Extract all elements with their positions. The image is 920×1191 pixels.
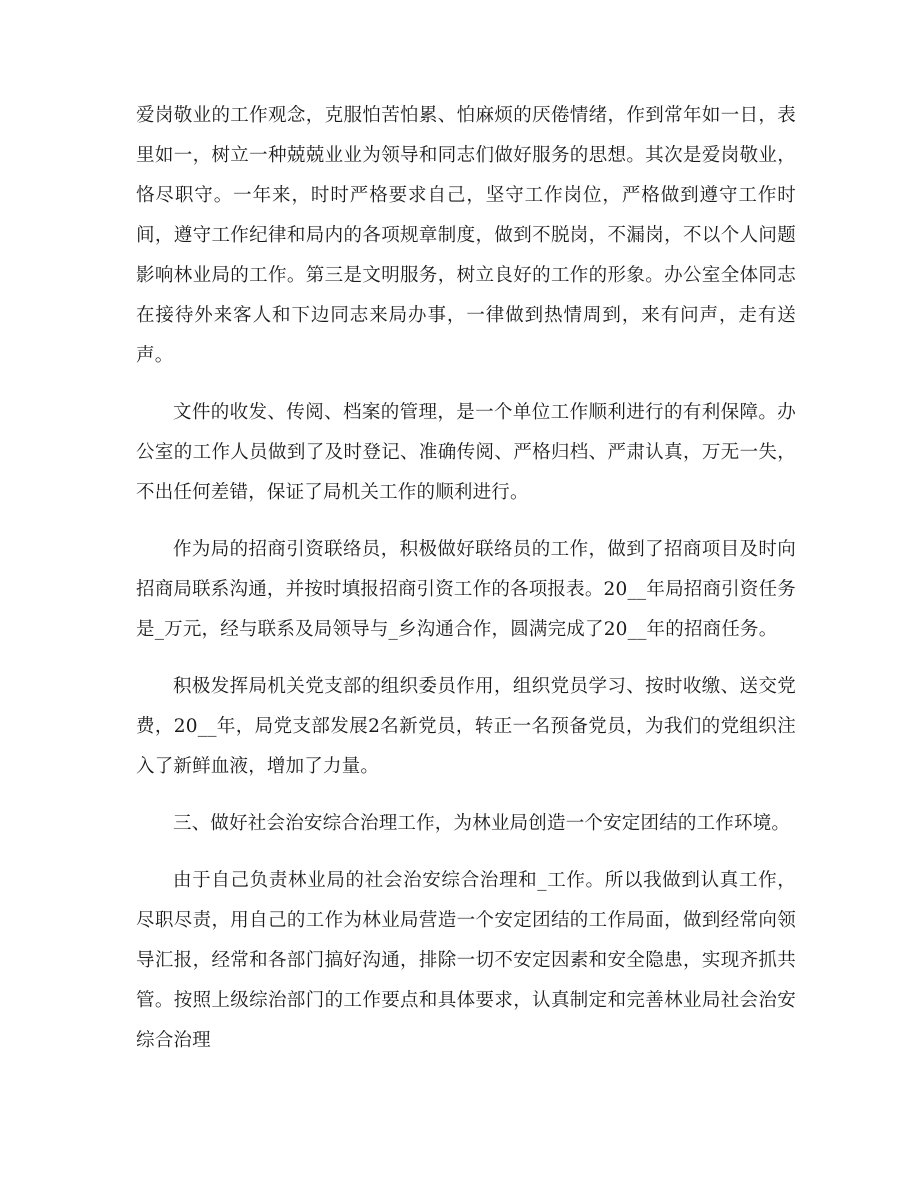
paragraph-file-management: 文件的收发、传阅、档案的管理，是一个单位工作顺利进行的有利保障。办公室的工作人员做到了及时登记、准确传阅、严格归档、严肃认真，万无一失，不出任何差错，保证了局机关工作的顺利进行。 <box>136 402 796 503</box>
paragraph-service-attitude: 爱岗敬业的工作观念，克服怕苦怕累、怕麻烦的厌倦情绪，作到常年如一日，表里如一，树立一种兢兢业业为领导和同志们做好服务的思想。其次是爱岗敬业，恪尽职守。一年来，时时严格要求自己，坚守工作岗位，严格做到遵守工作时间，遵守工作纪律和局内的各项规章制度，做到不脱岗，不漏岗，不以个人问题影响林业局的工作。第三是文明服务，树立良好的工作的形象。办公室全体同志在接待外来客人和下边同志来局办事，一律做到热情周到，来有问声，走有送声。 <box>136 105 796 366</box>
paragraph-investment-liaison: 作为局的招商引资联络员，积极做好联络员的工作，做到了招商项目及时向招商局联系沟通，并按时填报招商引资工作的各项报表。20__年局招商引资任务是_万元，经与联系及局领导与_乡沟通合作，圆满完成了20__年的招商任务。 <box>136 539 796 640</box>
paragraph-party-branch: 积极发挥局机关党支部的组织委员作用，组织党员学习、按时收缴、送交党费，20__年，局党支部发展2名新党员，转正一名预备党员，为我们的党组织注入了新鲜血液，增加了力量。 <box>136 676 796 777</box>
section-heading-public-security: 三、做好社会治安综合治理工作，为林业局创造一个安定团结的工作环境。 <box>173 813 791 834</box>
paragraph-public-security: 由于自己负责林业局的社会治安综合治理和_工作。所以我做到认真工作，尽职尽责，用自己的工作为林业局营造一个安定团结的工作局面，做到经常向领导汇报，经常和各部门搞好沟通，排除一切不安定因素和安全隐患，实现齐抓共管。按照上级综治部门的工作要点和具体要求，认真制定和完善林业局社会治安综合治理 <box>136 870 796 1051</box>
